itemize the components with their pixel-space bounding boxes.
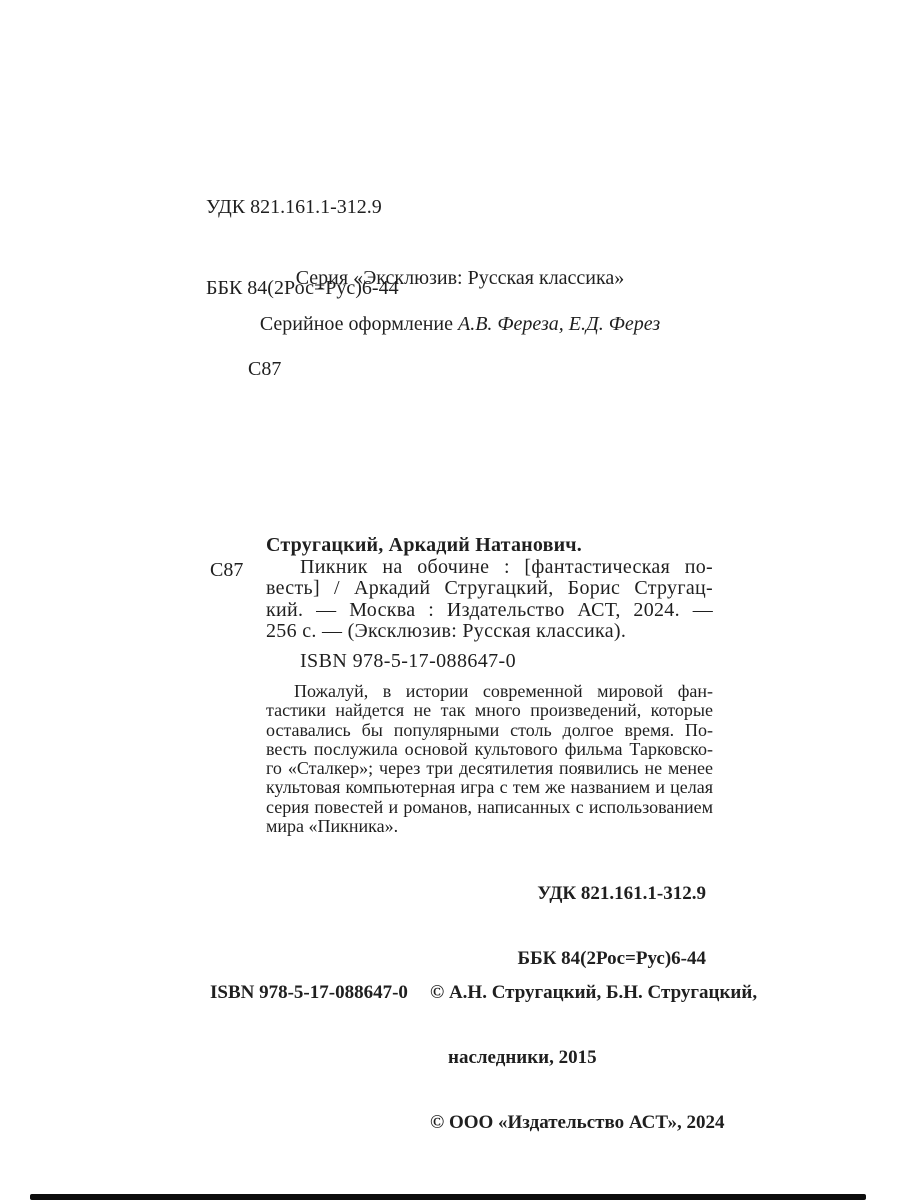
catalog-card-text bbox=[266, 535, 713, 643]
annotation-line: культовая компьютерная игра с тем же названием и целая bbox=[266, 777, 713, 798]
catalog-description-line: Пикник на обочине : [фантастическая по- bbox=[300, 555, 713, 578]
udk-code: УДК 821.161.1-312.9 bbox=[206, 196, 382, 218]
isbn-line: ISBN 978-5-17-088647-0 bbox=[300, 650, 517, 672]
series-design-names: А.В. Фереза, Е.Д. Ферез bbox=[458, 313, 661, 335]
annotation-line: оставались бы популярными столь долгое время. По- bbox=[266, 719, 713, 740]
page-edge-shadow bbox=[30, 1194, 866, 1200]
annotation-line: серия повестей и романов, написанных с использованием bbox=[266, 796, 713, 817]
catalog-description-line: 256 с. — (Эксклюзив: Русская классика). bbox=[266, 620, 627, 643]
series-title: Серия «Эксклюзив: Русская классика» bbox=[295, 267, 625, 289]
annotation-line: Пожалуй, в истории современной мировой фан- bbox=[294, 681, 713, 701]
series-design-credit bbox=[150, 312, 770, 336]
copyright-authors-line1: © А.Н. Стругацкий, Б.Н. Стругацкий, bbox=[430, 981, 758, 1003]
bbk-code: ББК 84(2Рос=Рус)6-44 bbox=[206, 277, 399, 299]
series-design-prefix: Серийное оформление bbox=[259, 313, 458, 335]
copyright-publisher: © ООО «Издательство АСТ», 2024 bbox=[430, 1112, 725, 1134]
udk-code-bottom: УДК 821.161.1-312.9 bbox=[537, 883, 706, 904]
footer-isbn: ISBN 978-5-17-088647-0 bbox=[210, 982, 408, 1003]
copyright-block bbox=[430, 938, 758, 1178]
copyright-authors-line2: наследники, 2015 bbox=[448, 1046, 597, 1068]
annotation-line: мира «Пикника». bbox=[266, 816, 399, 837]
catalog-card-code: С87 bbox=[210, 559, 244, 581]
catalog-description-line: кий. — Москва : Издательство АСТ, 2024. — bbox=[266, 598, 713, 621]
catalog-author-heading: Стругацкий, Аркадий Натанович. bbox=[266, 534, 582, 556]
catalog-card bbox=[210, 535, 715, 643]
annotation-line: тастики найдется не так много произведений, которые bbox=[266, 700, 713, 721]
author-sign-code: С87 bbox=[248, 358, 282, 380]
annotation-line: весть послужила основой культового фильма Тарковско- bbox=[266, 738, 713, 759]
annotation-line: го «Сталкер»; через три десятилетия появились не менее bbox=[266, 758, 713, 779]
catalog-description-line: весть] / Аркадий Стругацкий, Борис Стругац- bbox=[266, 577, 713, 600]
bbk-code-bottom: ББК 84(2Рос=Рус)6-44 bbox=[517, 947, 706, 969]
annotation-paragraph bbox=[266, 682, 713, 836]
